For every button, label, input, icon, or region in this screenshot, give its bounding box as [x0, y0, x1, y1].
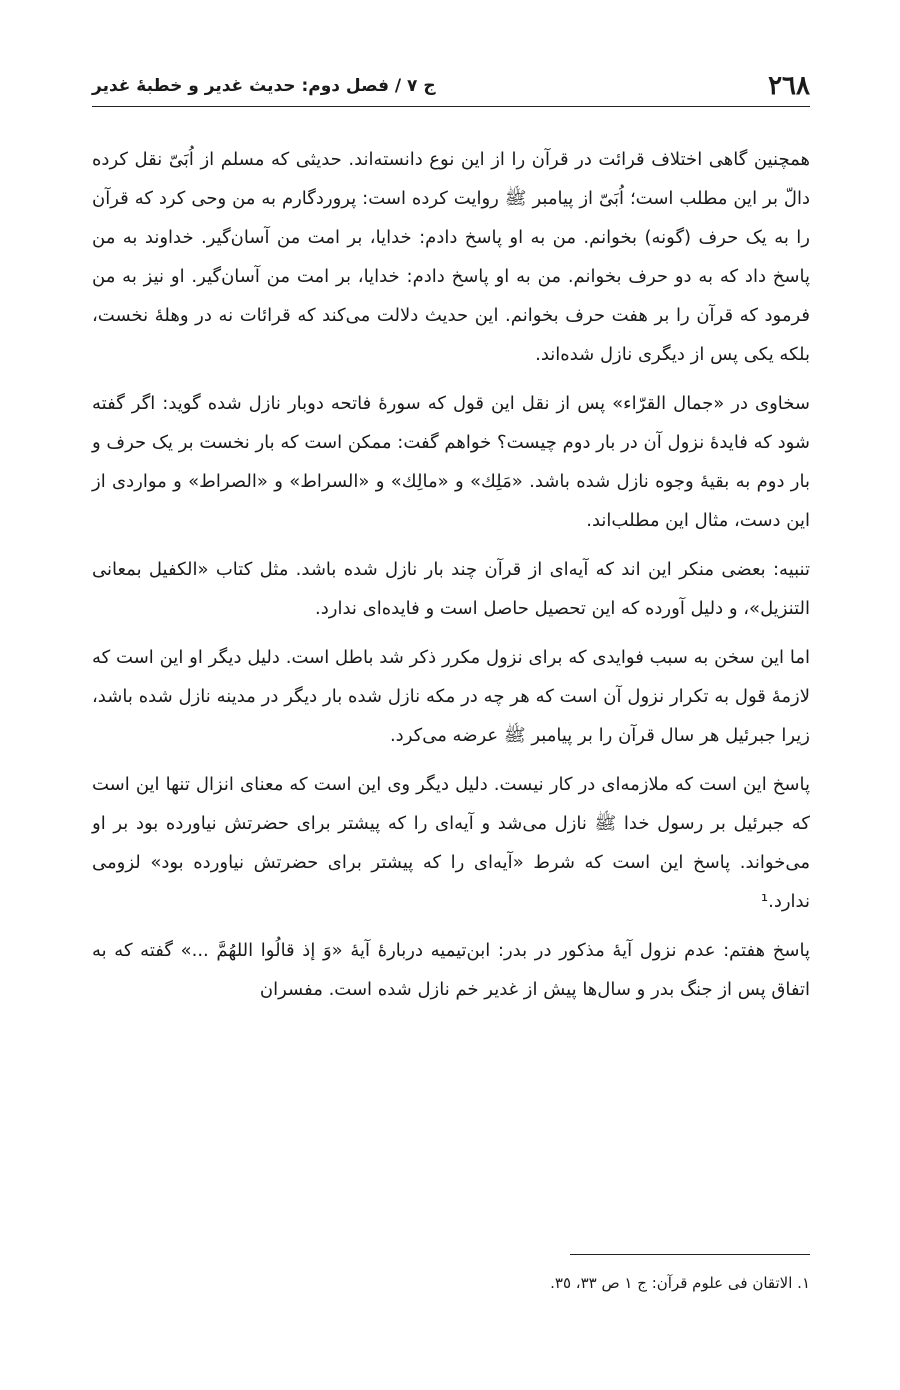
paragraph: تنبیه: بعضی منکر این اند که آیه‌ای از قرآن چند بار نازل شده باشد. مثل کتاب «الکفیل بمعانی التنزیل»، و دلیل آورده که این تحصیل حاصل است و فایده‌ای ندارد.: [92, 559, 810, 619]
page-number: ٢٦٨: [768, 71, 810, 101]
footnote-divider: [570, 1254, 810, 1255]
paragraph: سخاوی در «جمال القرّاء» پس از نقل این قول که سورهٔ فاتحه دوبار نازل شده گوید: اگر گفته شود که فایدهٔ نزول آن در بار دوم چیست؟ خواهم گفت: ممکن است که بار نخست بر یک حرف و بار دوم به بقیهٔ وجوه نازل شده باشد. «مَلِك» و «مالِك» و «السراط» و «الصراط» و مواردی از این دست، مثال این مطلب‌اند.: [92, 393, 810, 531]
book-page: [92, 0, 810, 1390]
paragraph: اما این سخن به سبب فوایدی که برای نزول مکرر ذکر شد باطل است. دلیل دیگر او این است که لازمهٔ قول به تکرار نزول آن است که هر چه در مکه نازل شده بار دیگر در مدینه نازل شده باشد، زیرا جبرئیل هر سال قرآن را بر پیامبر ﷺ عرضه می‌کرد.: [92, 647, 810, 746]
page-header: [92, 66, 810, 107]
running-title: ج ٧ / فصل دوم: حدیث غدیر و خطبهٔ غدیر: [92, 76, 436, 96]
paragraph: پاسخ هفتم: عدم نزول آیهٔ مذکور در بدر: ابن‌تیمیه دربارهٔ آیهٔ «وَ إذ قالُوا اللهُمَّ ...» گفته که به اتفاق پس از جنگ بدر و سال‌ها پیش از غدیر خم نازل شده است. مفسران: [92, 940, 810, 1000]
paragraph: پاسخ این است که ملازمه‌ای در کار نیست. دلیل دیگر وی این است که معنای انزال تنها این است که جبرئیل بر رسول خدا ﷺ نازل می‌شد و آیه‌ای را که پیشتر برای حضرتش نیاورده بود بر او می‌خواند. پاسخ این است که شرط «آیه‌ای را که پیشتر برای حضرتش نیاورده بود» لزومی ندارد.¹: [92, 774, 810, 912]
footnote: ١. الاتقان فی علوم قرآن: ج ١ ص ٣٣، ٣٥.: [550, 1274, 810, 1292]
body-text: [92, 140, 810, 1019]
paragraph: همچنین گاهی اختلاف قرائت در قرآن را از این نوع دانسته‌اند. حدیثی که مسلم از اُبَیّ نقل کرده دالّ بر این مطلب است؛ اُبَیّ از پیامبر ﷺ روایت کرده است: پروردگارم به من وحی کرد که قرآن را به یک حرف (گونه) بخوانم. من به او پاسخ دادم: خدایا، بر امت من آسان‌گیر. خداوند به من پاسخ داد که به دو حرف بخوانم. من به او پاسخ دادم: خدایا، بر امت من آسان‌گیر. او نیز به من فرمود که قرآن را بر هفت حرف بخوانم. این حدیث دلالت می‌کند که قرائات نه در وهلهٔ نخست، بلکه یکی پس از دیگری نازل شده‌اند.: [92, 149, 810, 365]
